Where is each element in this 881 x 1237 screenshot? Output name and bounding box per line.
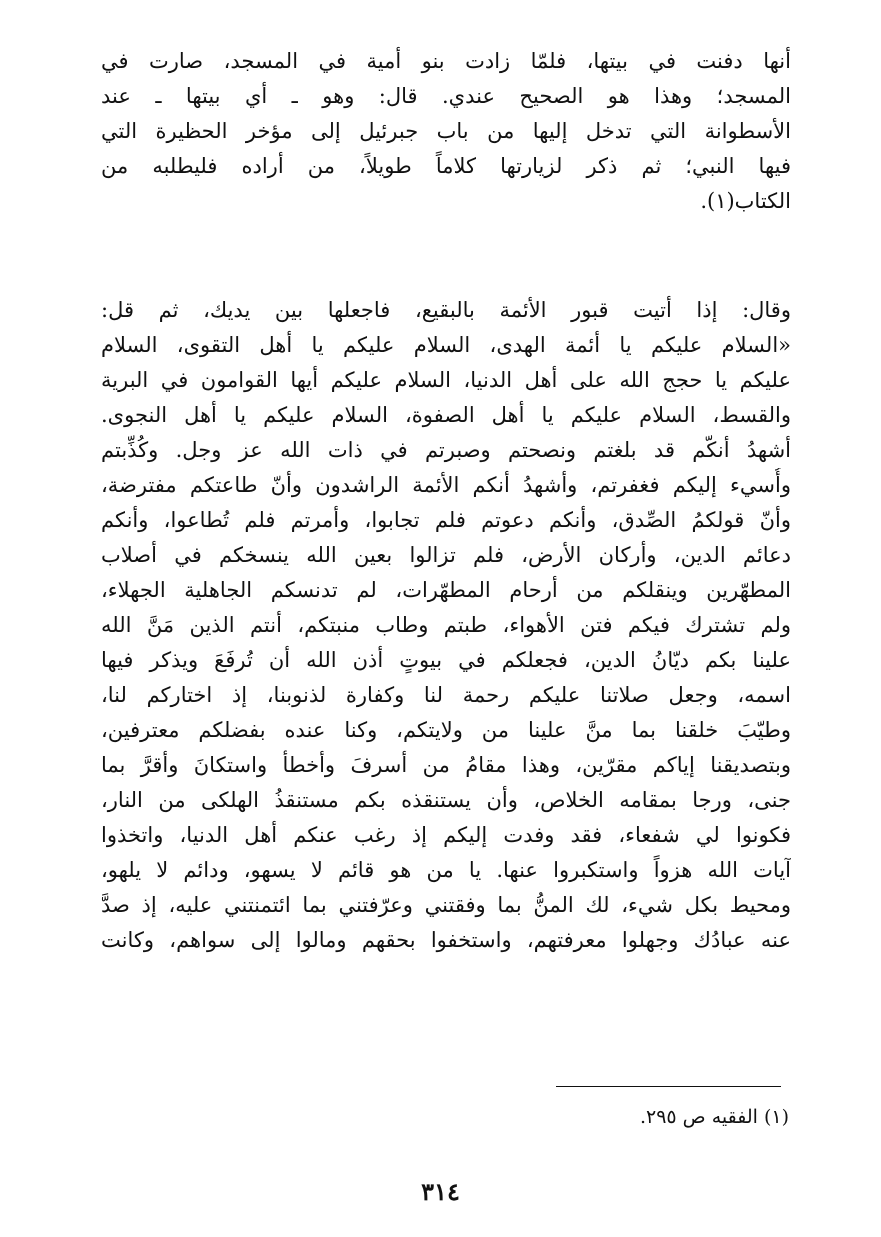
text-line: عليكم يا حجج الله على أهل الدنيا، السلام عليكم أيها القوامون في البرية (101, 368, 791, 392)
ziyarah-paragraph (101, 293, 791, 958)
text-line: اسمه، وجعل صلاتنا عليكم رحمة لنا وكفارة لذنوبنا، إذ اختاركم لنا، (101, 683, 791, 707)
text-line: أنها دفنت في بيتها، فلمّا زادت بنو أمية في المسجد، صارت في (101, 49, 791, 73)
text-line: دعائم الدين، وأركان الأرض، فلم تزالوا بعين الله ينسخكم في أصلاب (101, 543, 791, 567)
text-line: الأسطوانة التي تدخل إليها من باب جبرئيل إلى مؤخر الحظيرة التي (101, 119, 791, 143)
text-line: آيات الله هزواً واستكبروا عنها. يا من هو قائم لا يسهو، ودائم لا يلهو، (101, 858, 791, 882)
page-number: ٣١٤ (421, 1177, 460, 1206)
text-line: ولم تشترك فيكم فتن الأهواء، طبتم وطاب منبتكم، أنتم الذين مَنَّ الله (101, 613, 791, 637)
text-line: وأُسيء إليكم فغفرتم، وأشهدُ أنكم الأئمة الراشدون وأنّ طاعتكم مفترضة، (101, 473, 791, 497)
text-line: علينا بكم ديّانُ الدين، فجعلكم في بيوتٍ أذن الله أن تُرفَعَ ويذكر فيها (101, 648, 791, 672)
text-line: وأنّ قولكمُ الصِّدق، وأنكم دعوتم فلم تجابوا، وأمرتم فلم تُطاعوا، وأنكم (101, 508, 791, 532)
footnote-divider (556, 1086, 781, 1087)
text-line: وقال: إذا أتيت قبور الأئمة بالبقيع، فاجعلها بين يديك، ثم قل: (101, 298, 791, 322)
text-line: «السلام عليكم يا أئمة الهدى، السلام عليكم يا أهل التقوى، السلام (101, 333, 791, 357)
text-line: ومحيط بكل شيء، لك المنُّ بما وفقتني وعرّفتني بما ائتمنتني عليه، إذ صدَّ (101, 893, 791, 917)
footnote: (١) الفقيه ص ٢٩٥. (639, 1106, 789, 1128)
text-line: المطهّرين وينقلكم من أرحام المطهّرات، لم تدنسكم الجاهلية الجهلاء، (101, 578, 791, 602)
text-line: فيها النبي؛ ثم ذكر لزيارتها كلاماً طويلاً، من أراده فليطلبه من (101, 154, 791, 178)
text-line: جنى، ورجا بمقامه الخلاص، وأن يستنقذه بكم مستنقذُ الهلكى من النار، (101, 788, 791, 812)
text-line: فكونوا لي شفعاء، فقد وفدت إليكم إذ رغب عنكم أهل الدنيا، واتخذوا (101, 823, 791, 847)
text-line: وبتصديقنا إياكم مقرّين، وهذا مقامُ من أسرفَ وأخطأ واستكانَ وأقرَّ بما (101, 753, 791, 777)
text-line: وطيّبَ خلقنا بما منَّ علينا من ولايتكم، وكنا عنده بفضلكم معترفين، (101, 718, 791, 742)
text-line: عنه عبادُك وجهلوا معرفتهم، واستخفوا بحقهم ومالوا إلى سواهم، وكانت (101, 928, 791, 952)
text-line: والقسط، السلام عليكم يا أهل الصفوة، السلام عليكم يا أهل النجوى. (101, 403, 791, 427)
text-line: أشهدُ أنكّم قد بلغتم ونصحتم وصبرتم في ذات الله عز وجل. وكُذِّبتم (101, 438, 791, 462)
intro-paragraph (101, 44, 791, 219)
text-line: المسجد؛ وهذا هو الصحيح عندي. قال: وهو ـ أي بيتها ـ عند (101, 84, 791, 108)
text-line: الكتاب(١). (700, 189, 791, 213)
